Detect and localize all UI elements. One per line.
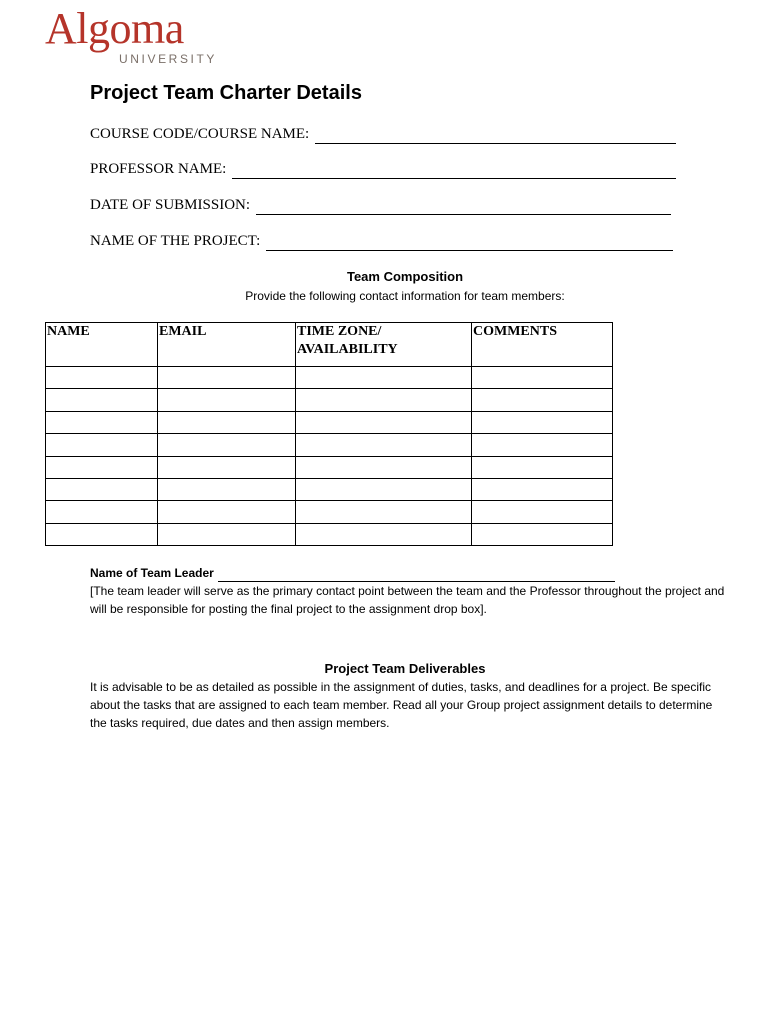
table-cell[interactable] bbox=[46, 389, 158, 411]
table-cell[interactable] bbox=[472, 523, 613, 545]
team-leader-note: [The team leader will serve as the primary contact point between the team and the Professor throughout the project and will be responsible for posting the final project to the assignment drop box]. bbox=[90, 584, 725, 616]
table-row bbox=[46, 478, 613, 500]
table-cell[interactable] bbox=[296, 478, 472, 500]
project-name-field bbox=[90, 229, 673, 251]
table-cell[interactable] bbox=[472, 434, 613, 456]
table-cell[interactable] bbox=[158, 523, 296, 545]
date-of-submission-field bbox=[90, 193, 671, 215]
page-title: Project Team Charter Details bbox=[90, 82, 362, 104]
project-name-label: NAME OF THE PROJECT: bbox=[90, 233, 261, 249]
column-header-name: NAME bbox=[46, 323, 158, 367]
table-cell[interactable] bbox=[472, 367, 613, 389]
table-header-row bbox=[46, 323, 613, 367]
table-cell[interactable] bbox=[46, 501, 158, 523]
table-cell[interactable] bbox=[158, 367, 296, 389]
table-row bbox=[46, 411, 613, 433]
date-of-submission-blank[interactable] bbox=[256, 198, 671, 215]
team-composition-subheading: Provide the following contact information for team members: bbox=[245, 289, 565, 303]
table-cell[interactable] bbox=[472, 456, 613, 478]
team-composition-heading: Team Composition bbox=[346, 269, 464, 284]
table-cell[interactable] bbox=[46, 434, 158, 456]
project-name-blank[interactable] bbox=[266, 234, 673, 251]
table-cell[interactable] bbox=[46, 456, 158, 478]
table-row bbox=[46, 367, 613, 389]
table-cell[interactable] bbox=[296, 523, 472, 545]
team-leader-field bbox=[90, 564, 615, 582]
table-cell[interactable] bbox=[46, 523, 158, 545]
table-cell[interactable] bbox=[296, 456, 472, 478]
course-code-blank[interactable] bbox=[315, 127, 676, 144]
team-members-table bbox=[45, 322, 613, 546]
table-cell[interactable] bbox=[158, 411, 296, 433]
table-cell[interactable] bbox=[472, 389, 613, 411]
date-of-submission-label: DATE OF SUBMISSION: bbox=[90, 197, 251, 213]
table-cell[interactable] bbox=[296, 389, 472, 411]
table-cell[interactable] bbox=[46, 367, 158, 389]
table-row bbox=[46, 389, 613, 411]
table-cell[interactable] bbox=[158, 434, 296, 456]
table-cell[interactable] bbox=[472, 411, 613, 433]
deliverables-heading: Project Team Deliverables bbox=[324, 661, 486, 676]
professor-name-blank[interactable] bbox=[232, 162, 676, 179]
table-cell[interactable] bbox=[472, 478, 613, 500]
table-cell[interactable] bbox=[46, 478, 158, 500]
course-code-field bbox=[90, 122, 676, 144]
column-header-email: EMAIL bbox=[158, 323, 296, 367]
table-row bbox=[46, 501, 613, 523]
table-cell[interactable] bbox=[296, 434, 472, 456]
course-code-label: COURSE CODE/COURSE NAME: bbox=[90, 126, 310, 142]
deliverables-body: It is advisable to be as detailed as possible in the assignment of duties, tasks, and deadlines for a project. Be specific about the tasks that are assigned to each team member. Read all your Group project assignment details to determine the tasks required, due dates and then assign members. bbox=[90, 680, 713, 730]
table-cell[interactable] bbox=[158, 501, 296, 523]
logo-name: Algoma bbox=[45, 4, 184, 53]
table-cell[interactable] bbox=[158, 389, 296, 411]
table-cell[interactable] bbox=[296, 411, 472, 433]
column-header-comments: COMMENTS bbox=[472, 323, 613, 367]
table-cell[interactable] bbox=[158, 456, 296, 478]
table-cell[interactable] bbox=[296, 501, 472, 523]
team-leader-label: Name of Team Leader bbox=[90, 566, 214, 580]
table-cell[interactable] bbox=[472, 501, 613, 523]
column-header-time-zone: TIME ZONE/ AVAILABILITY bbox=[296, 323, 472, 367]
university-logo bbox=[45, 6, 225, 66]
table-cell[interactable] bbox=[296, 367, 472, 389]
table-cell[interactable] bbox=[158, 478, 296, 500]
table-row bbox=[46, 523, 613, 545]
professor-name-label: PROFESSOR NAME: bbox=[90, 161, 227, 177]
logo-subtitle: UNIVERSITY bbox=[119, 52, 218, 66]
table-row bbox=[46, 434, 613, 456]
team-leader-blank[interactable] bbox=[218, 567, 615, 582]
table-cell[interactable] bbox=[46, 411, 158, 433]
professor-name-field bbox=[90, 157, 676, 179]
table-row bbox=[46, 456, 613, 478]
